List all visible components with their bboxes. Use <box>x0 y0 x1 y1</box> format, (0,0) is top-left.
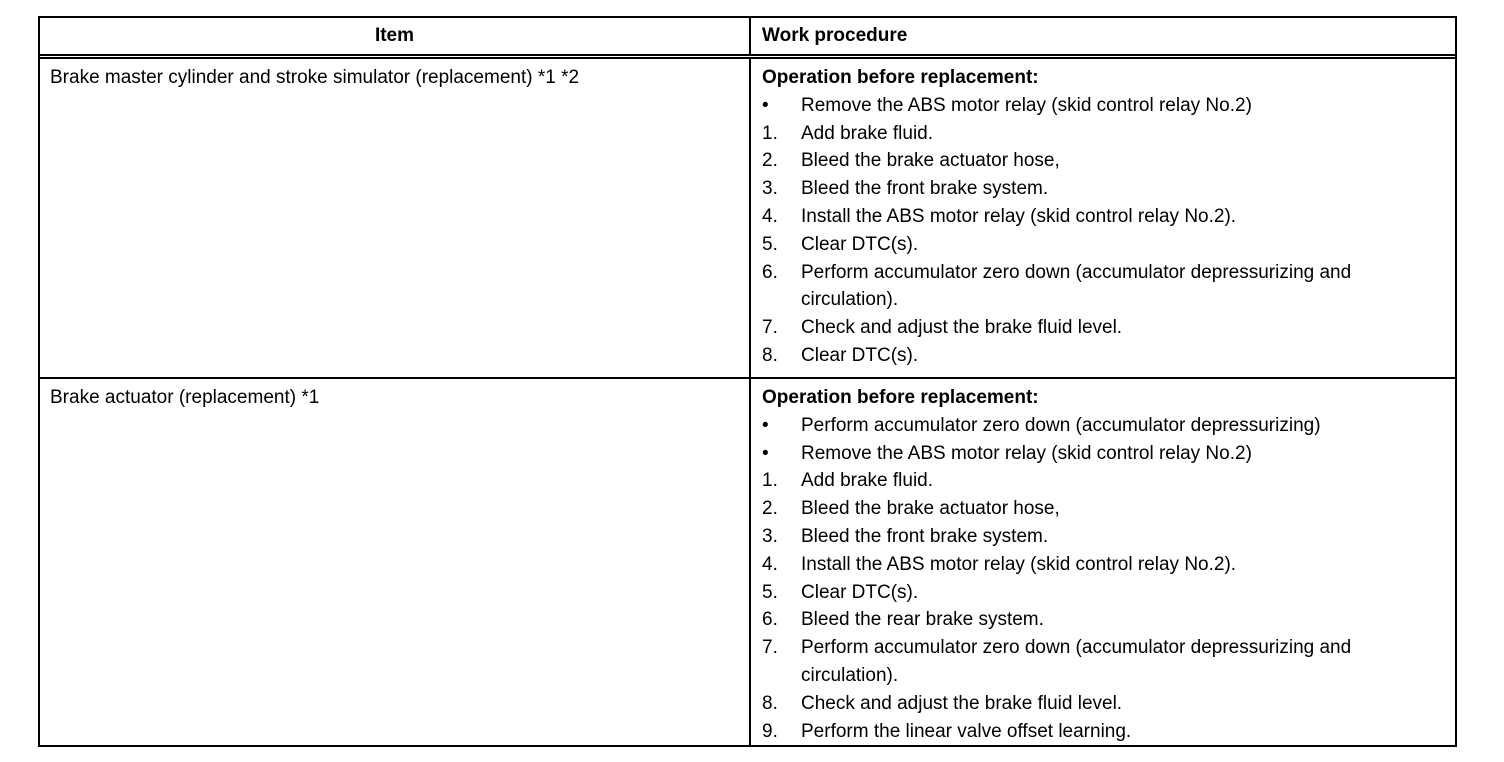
step-text: Perform accumulator zero down (accumulator depressurizing and circulation). <box>801 261 1352 311</box>
step-text: Clear DTC(s). <box>801 581 919 603</box>
step-text: Bleed the front brake system. <box>801 525 1049 547</box>
step-item <box>762 92 1443 120</box>
step-item <box>762 203 1443 231</box>
step-marker: 1. <box>762 122 778 144</box>
step-item <box>762 314 1443 342</box>
step-text: Perform accumulator zero down (accumulator depressurizing) <box>801 414 1321 436</box>
table-row <box>40 378 1455 745</box>
step-marker: 5. <box>762 233 778 255</box>
step-list <box>762 92 1443 370</box>
step-text: Bleed the front brake system. <box>801 178 1049 200</box>
step-marker: 4. <box>762 553 778 575</box>
item-cell: Brake actuator (replacement) *1 <box>40 378 750 745</box>
step-text: Bleed the rear brake system. <box>801 609 1044 631</box>
step-list <box>762 412 1443 746</box>
step-item <box>762 690 1443 718</box>
step-item <box>762 412 1443 440</box>
step-text: Install the ABS motor relay (skid control relay No.2). <box>801 553 1237 575</box>
step-marker: 3. <box>762 525 778 547</box>
step-item <box>762 634 1443 690</box>
procedure-cell <box>750 378 1455 745</box>
header-item: Item <box>40 18 750 57</box>
step-item <box>762 523 1443 551</box>
header-work-procedure: Work procedure <box>750 18 1455 57</box>
step-item <box>762 259 1443 315</box>
item-cell: Brake master cylinder and stroke simulator (replacement) *1 *2 <box>40 57 750 379</box>
step-text: Clear DTC(s). <box>801 233 919 255</box>
operation-heading: Operation before replacement: <box>762 67 1039 88</box>
procedure-cell <box>750 57 1455 379</box>
header-row <box>40 18 1455 57</box>
step-text: Bleed the brake actuator hose, <box>801 498 1060 520</box>
step-item <box>762 175 1443 203</box>
step-item <box>762 231 1443 259</box>
step-item <box>762 342 1443 370</box>
step-text: Add brake fluid. <box>801 122 934 144</box>
step-marker: 7. <box>762 637 778 659</box>
step-marker: • <box>762 442 769 464</box>
step-marker: • <box>762 94 769 116</box>
step-text: Remove the ABS motor relay (skid control relay No.2) <box>801 442 1252 464</box>
step-text: Clear DTC(s). <box>801 344 919 366</box>
step-text: Install the ABS motor relay (skid control relay No.2). <box>801 205 1237 227</box>
step-marker: 6. <box>762 261 778 283</box>
step-marker: 9. <box>762 720 778 742</box>
step-text: Perform accumulator zero down (accumulator depressurizing and circulation). <box>801 637 1352 686</box>
step-item <box>762 495 1443 523</box>
table-row <box>40 57 1455 379</box>
step-marker: 1. <box>762 470 778 492</box>
step-marker: 2. <box>762 498 778 520</box>
step-marker: 8. <box>762 344 778 366</box>
step-item <box>762 440 1443 468</box>
step-text: Remove the ABS motor relay (skid control relay No.2) <box>801 94 1252 116</box>
step-item <box>762 120 1443 148</box>
step-text: Check and adjust the brake fluid level. <box>801 692 1123 714</box>
step-text: Add brake fluid. <box>801 470 934 492</box>
step-text: Bleed the brake actuator hose, <box>801 150 1060 172</box>
procedure-table-frame <box>38 16 1457 747</box>
step-marker: 7. <box>762 317 778 339</box>
step-text: Perform the linear valve offset learning. <box>801 720 1132 742</box>
step-marker: • <box>762 414 769 436</box>
step-item <box>762 606 1443 634</box>
operation-heading: Operation before replacement: <box>762 387 1039 408</box>
step-item <box>762 718 1443 746</box>
step-marker: 6. <box>762 609 778 631</box>
step-marker: 4. <box>762 205 778 227</box>
step-text: Check and adjust the brake fluid level. <box>801 317 1123 339</box>
step-item <box>762 467 1443 495</box>
step-item <box>762 579 1443 607</box>
step-marker: 5. <box>762 581 778 603</box>
procedure-table <box>40 18 1455 745</box>
step-item <box>762 551 1443 579</box>
step-item <box>762 147 1443 175</box>
step-marker: 8. <box>762 692 778 714</box>
step-marker: 3. <box>762 178 778 200</box>
step-marker: 2. <box>762 150 778 172</box>
